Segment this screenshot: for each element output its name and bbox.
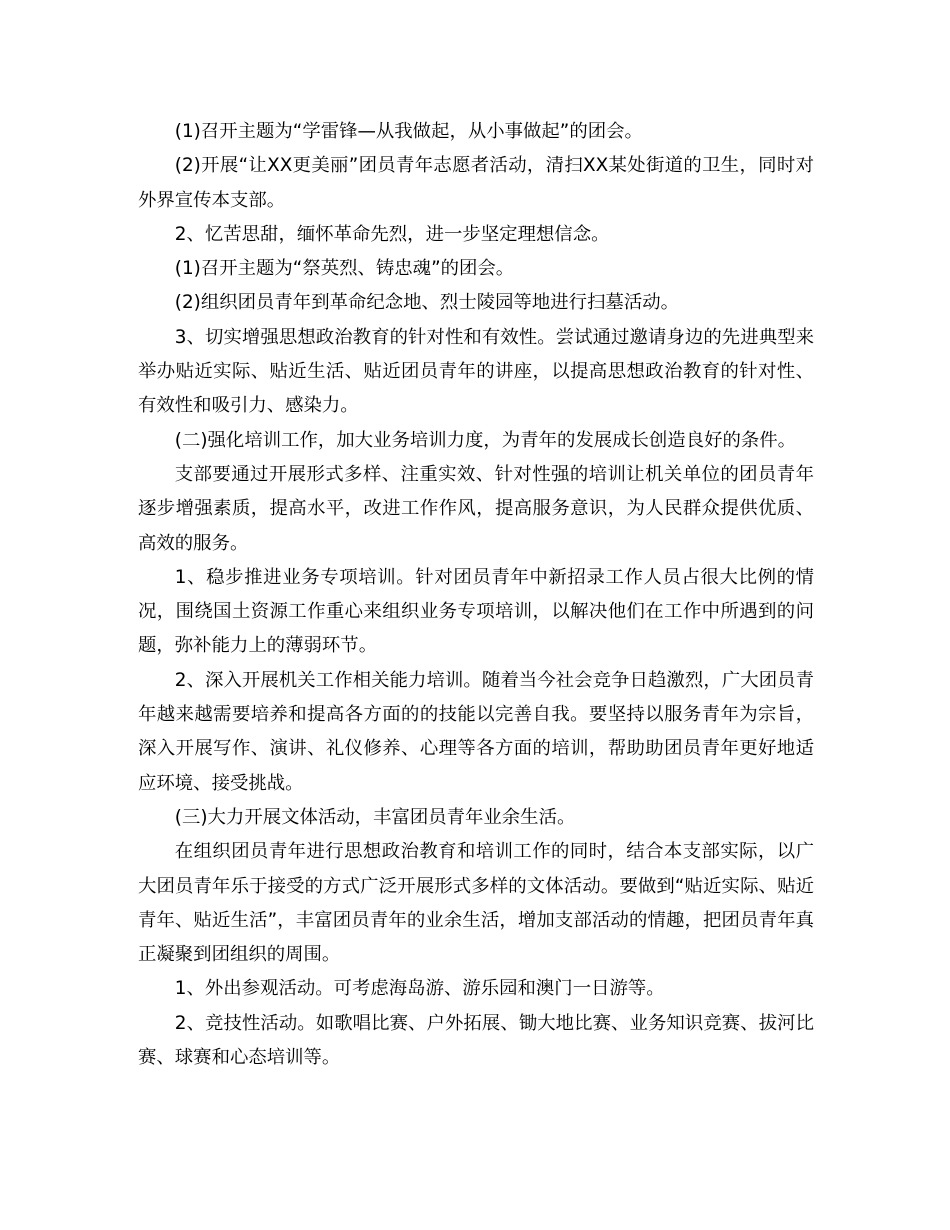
paragraph: (2)组织团员青年到革命纪念地、烈士陵园等地进行扫墓活动。 [174, 292, 680, 314]
paragraph: 2、忆苦思甜，缅怀革命先烈，进一步坚定理想信念。 [174, 223, 610, 245]
paragraph: 支部要通过开展形式多样、注重实效、针对性强的培训让机关单位的团员青年逐步增强素质，提高水平，改进工作作风，提高服务意识，为人民群众提供优质、高效的服务。 [138, 463, 814, 554]
paragraph: (2)开展“让XX更美丽”团员青年志愿者活动，清扫XX某处街道的卫生，同时对外界宣传本支部。 [138, 155, 814, 211]
paragraph: 2、深入开展机关工作相关能力培训。随着当今社会竞争日趋激烈，广大团员青年越来越需要培养和提高各方面的的技能以完善自我。要坚持以服务青年为宗旨，深入开展写作、演讲、礼仪修养、心理等各方面的培训，帮助助团员青年更好地适应环境、接受挑战。 [138, 669, 814, 794]
paragraph: (二)强化培训工作，加大业务培训力度，为青年的发展成长创造良好的条件。 [174, 429, 797, 451]
paragraph: 2、竞技性活动。如歌唱比赛、户外拓展、锄大地比赛、业务知识竞赛、拔河比赛、球赛和心态培训等。 [138, 1012, 814, 1069]
paragraph: 1、稳步推进业务专项培训。针对团员青年中新招录工作人员占很大比例的情况，围绕国土资源工作重心来组织业务专项培训，以解决他们在工作中所遇到的问题，弥补能力上的薄弱环节。 [138, 566, 814, 657]
paragraph: (三)大力开展文体活动，丰富团员青年业余生活。 [174, 806, 576, 828]
paragraph: (1)召开主题为“学雷锋—从我做起，从小事做起”的团会。 [174, 121, 643, 142]
paragraph: 1、外出参观活动。可考虑海岛游、游乐园和澳门一日游等。 [174, 978, 665, 1000]
paragraph: 在组织团员青年进行思想政治教育和培训工作的同时，结合本支部实际，以广大团员青年乐于接受的方式广泛开展形式多样的文体活动。要做到“贴近实际、贴近青年、贴近生活”，丰富团员青年的业余生活，增加支部活动的情趣，把团员青年真正凝聚到团组织的周围。 [138, 841, 814, 966]
document-body [138, 115, 814, 1075]
paragraph: (1)召开主题为“祭英烈、铸忠魂”的团会。 [174, 258, 515, 280]
paragraph: 3、切实增强思想政治教育的针对性和有效性。尝试通过邀请身边的先进典型来举办贴近实际、贴近生活、贴近团员青年的讲座，以提高思想政治教育的针对性、有效性和吸引力、感染力。 [138, 326, 814, 417]
